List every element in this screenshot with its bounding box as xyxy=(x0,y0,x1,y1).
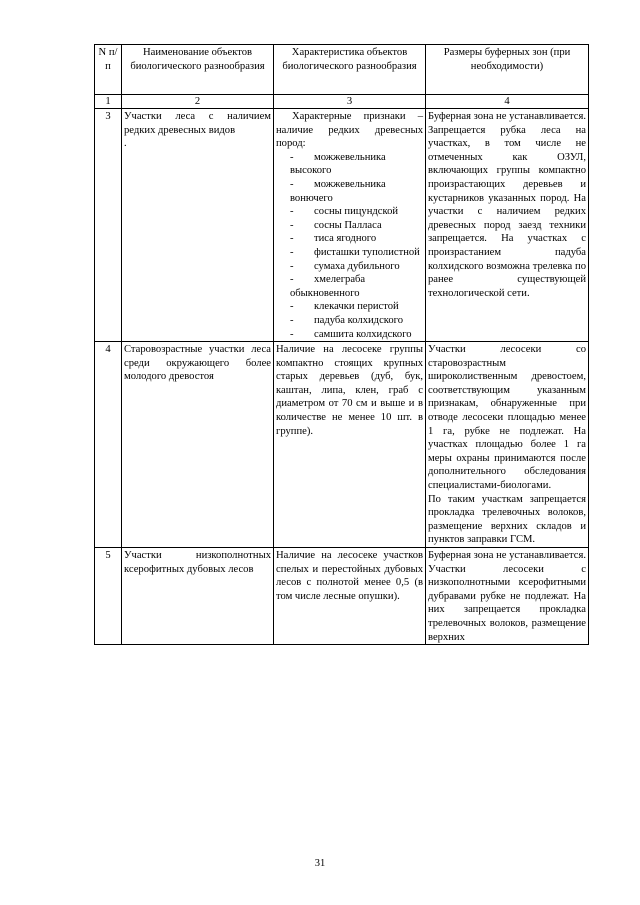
row-object-name: Участки низкополнотных ксерофитных дубовых лесов xyxy=(122,548,274,645)
species-list-item xyxy=(276,246,423,260)
row-object-name xyxy=(122,109,274,342)
row-characteristic: Наличие на лесосеке группы компактно стоящих крупных старых деревьев (дуб, бук, каштан, липа, клен, граб с диаметром от 70 см и выше и в количестве не менее 10 шт. в группе). xyxy=(274,342,426,548)
column-number: 1 xyxy=(95,95,122,109)
header-object-name: Наименование объектов биологического разнообразия xyxy=(122,45,274,95)
species-name: падуба колхидского xyxy=(314,314,404,326)
species-name: фисташки туполистной xyxy=(314,246,420,258)
species-list-item xyxy=(276,232,423,246)
header-number: N п/п xyxy=(95,45,122,95)
species-list xyxy=(276,151,423,341)
buffer-paragraph: Запрещается рубка леса на участках, в том числе не отмеченных как ОЗУЛ, включающих группы компактно произрастающих деревьев и кустарников указанных пород. На участки с наличием редких древесных пород заезд техники запрещается. На участках с произрастанием падуба колхидского возможна трелевка по ранее существующей технологической сети. xyxy=(428,124,586,299)
species-list-item xyxy=(276,300,423,314)
column-number: 4 xyxy=(426,95,589,109)
species-name: клекачки перистой xyxy=(314,301,399,313)
species-list-item xyxy=(276,260,423,274)
list-dash: - xyxy=(290,314,294,326)
list-dash: - xyxy=(290,260,294,272)
list-dash: - xyxy=(290,301,294,313)
species-name: тиса ягодного xyxy=(314,233,377,245)
row-object-name: Старовозрастные участки леса среди окружающего более молодого древостоя xyxy=(122,342,274,548)
row-buffer xyxy=(426,548,589,645)
object-name-text: Участки леса с наличием редких древесных видов xyxy=(124,111,271,136)
list-dash: - xyxy=(290,246,294,258)
species-name: самшита колхидского xyxy=(314,328,412,340)
characteristic-intro: Характерные признаки – наличие редких древесных пород: xyxy=(276,111,423,150)
column-number-row xyxy=(95,95,589,109)
buffer-zone-table xyxy=(94,44,589,645)
column-number: 2 xyxy=(122,95,274,109)
species-list-item xyxy=(276,151,423,178)
buffer-paragraph: По таким участкам запрещается прокладка трелевочных волоков, размещение верхних складов и пунктов заправки ГСМ. xyxy=(428,493,586,546)
species-list-item xyxy=(276,219,423,233)
list-dash: - xyxy=(290,328,294,340)
species-list-item xyxy=(276,314,423,328)
species-name: сосны Палласа xyxy=(314,219,382,231)
buffer-paragraph: Участки лесосеки со старовозрастным широколиственным древостоем, соответствующим указанным признакам, обнаруженные при отводе лесосеки площадью менее 1 га, рубке не подлежат. На участках площадью более 1 га меры охраны принимаются после дополнительного обследования специалистами-биологами. xyxy=(428,344,586,492)
species-name: можжевельника вонючего xyxy=(290,178,386,204)
species-name: сумаха дубильного xyxy=(314,260,400,272)
table-row xyxy=(95,109,589,342)
species-list-item xyxy=(276,205,423,219)
table-header-row xyxy=(95,45,589,95)
species-name: можжевельника высокого xyxy=(290,151,386,177)
page-number: 31 xyxy=(314,858,326,869)
row-characteristic: Наличие на лесосеке участков спелых и перестойных дубовых лесов с полнотой менее 0,5 (в том числе лесные опушки). xyxy=(274,548,426,645)
object-name-extra: . xyxy=(124,138,127,150)
table-row xyxy=(95,342,589,548)
buffer-paragraph: Буферная зона не устанавливается. xyxy=(428,111,586,122)
header-object-characteristic: Характеристика объектов биологического разнообразия xyxy=(274,45,426,95)
row-number: 5 xyxy=(95,548,122,645)
buffer-paragraph: Буферная зона не устанавливается. Участки лесосеки с низкополнотными ксерофитными дубравами рубке не подлежат. На них запрещается прокладка трелевочных волоков, размещение верхних xyxy=(428,550,586,643)
row-characteristic xyxy=(274,109,426,342)
list-dash: - xyxy=(290,206,294,218)
species-list-item xyxy=(276,178,423,205)
row-number: 3 xyxy=(95,109,122,342)
list-dash: - xyxy=(290,151,294,163)
header-buffer-size: Размеры буферных зон (при необходимости) xyxy=(426,45,589,95)
list-dash: - xyxy=(290,274,294,286)
list-dash: - xyxy=(290,219,294,231)
species-name: сосны пицундской xyxy=(314,206,399,218)
list-dash: - xyxy=(290,233,294,245)
row-number: 4 xyxy=(95,342,122,548)
row-buffer xyxy=(426,109,589,342)
species-list-item xyxy=(276,328,423,342)
species-name: хмелеграба обыкновенного xyxy=(290,274,366,299)
table-row xyxy=(95,548,589,645)
species-list-item xyxy=(276,273,423,300)
column-number: 3 xyxy=(274,95,426,109)
row-buffer xyxy=(426,342,589,548)
list-dash: - xyxy=(290,178,294,190)
